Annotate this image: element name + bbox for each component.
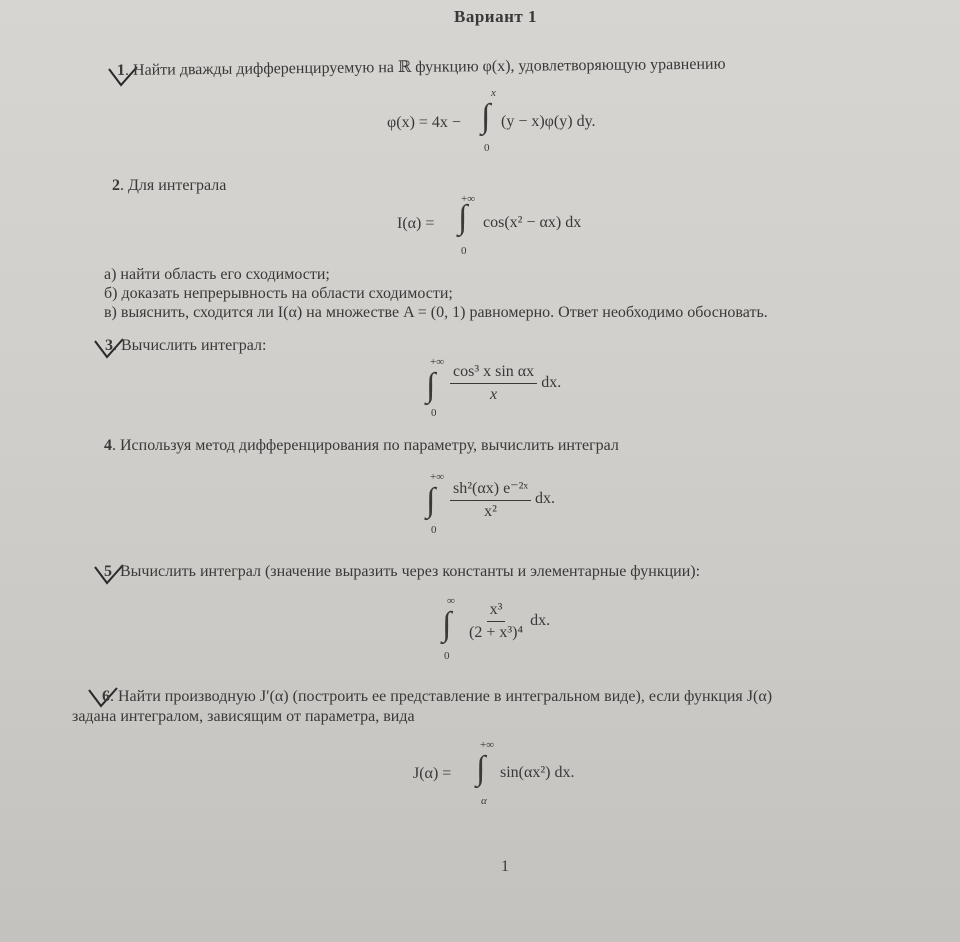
problem-6-integrand: sin(αx²) dx. [500,764,575,781]
integral-upper-limit: ∞ [447,595,455,607]
problem-1-formula-lhs: φ(x) = 4x − [387,114,461,131]
integral-upper-limit: +∞ [461,193,476,205]
problem-4-statement: . Используя метод дифференцирования по параметру, вычислить интеграл [112,437,619,454]
fraction-numerator: cos³ x sin αx [450,363,537,384]
integral-lower-limit: 0 [431,407,437,419]
page-title: Вариант 1 [454,7,537,26]
problem-6-text [102,688,772,706]
problem-5-fraction [466,601,550,642]
integral-sign: ∫ [426,367,436,404]
fraction-denominator: x² [484,503,497,520]
problem-5-statement: . Вычислить интеграл (значение выразить через константы и элементарные функции): [112,563,701,580]
problem-4-fraction [450,478,555,521]
problem-2-item-b: б) доказать непрерывность на области сходимости; [104,285,453,302]
integral-lower-limit: α [481,795,487,807]
integral-lower-limit: 0 [431,524,437,536]
integral-upper-limit: x [491,87,496,99]
integral-sign: ∫ [458,199,468,236]
fraction-numerator: sh²(αx) e⁻²ˣ [450,478,531,501]
integral-lower-limit: 0 [444,650,450,662]
problem-3-text [105,337,266,355]
problem-3-number: 3 [105,337,113,354]
fraction-denominator: (2 + x³)⁴ [469,624,524,641]
integral-sign: ∫ [426,482,436,519]
integral-upper-limit: +∞ [430,356,445,368]
differential: dx. [535,490,556,508]
problem-1-integrand: (y − x)φ(y) dy. [501,113,596,130]
problem-3-statement: . Вычислить интеграл: [113,337,267,354]
problem-1-number: 1 [116,61,126,79]
differential: dx. [541,374,562,392]
problem-4-number: 4 [104,437,112,454]
problem-2-item-a: а) найти область его сходимости; [104,266,330,283]
problem-2-integrand: cos(x² − αx) dx [483,214,582,231]
problem-3-fraction [450,363,561,404]
problem-6-number: 6 [102,688,110,705]
integral-upper-limit: +∞ [480,739,495,751]
problem-1-statement: . Найти дважды дифференцируемую на ℝ функцию φ(x), удовлетворяющую уравнению [124,55,726,79]
integral-sign: ∫ [481,98,491,135]
problem-6-statement: . Найти производную J′(α) (построить ее представление в интегральном виде), если функция J(α) [110,688,773,705]
problem-2-item-c: в) выяснить, сходится ли I(α) на множестве A = (0, 1) равномерно. Ответ необходимо обосновать. [104,304,768,321]
problem-2-formula-lhs: I(α) = [397,215,435,232]
differential: dx. [530,612,551,630]
integral-upper-limit: +∞ [430,471,445,483]
integral-sign: ∫ [442,606,452,643]
problem-2-text [112,177,226,195]
integral-sign: ∫ [476,750,486,787]
integral-lower-limit: 0 [484,142,490,154]
fraction-numerator: x³ [487,601,506,622]
problem-5-number: 5 [104,563,112,580]
problem-6-statement-continued: задана интегралом, зависящим от параметра, вида [72,708,415,725]
problem-6-formula-lhs: J(α) = [413,765,452,782]
problem-2-statement: . Для интеграла [120,177,227,194]
problem-4-text [104,437,619,455]
problem-1-text [117,54,726,80]
page-number: 1 [501,858,509,875]
problem-2-number: 2 [112,177,120,194]
integral-lower-limit: 0 [461,245,467,257]
problem-5-text [104,563,700,581]
fraction-denominator: x [490,386,498,403]
